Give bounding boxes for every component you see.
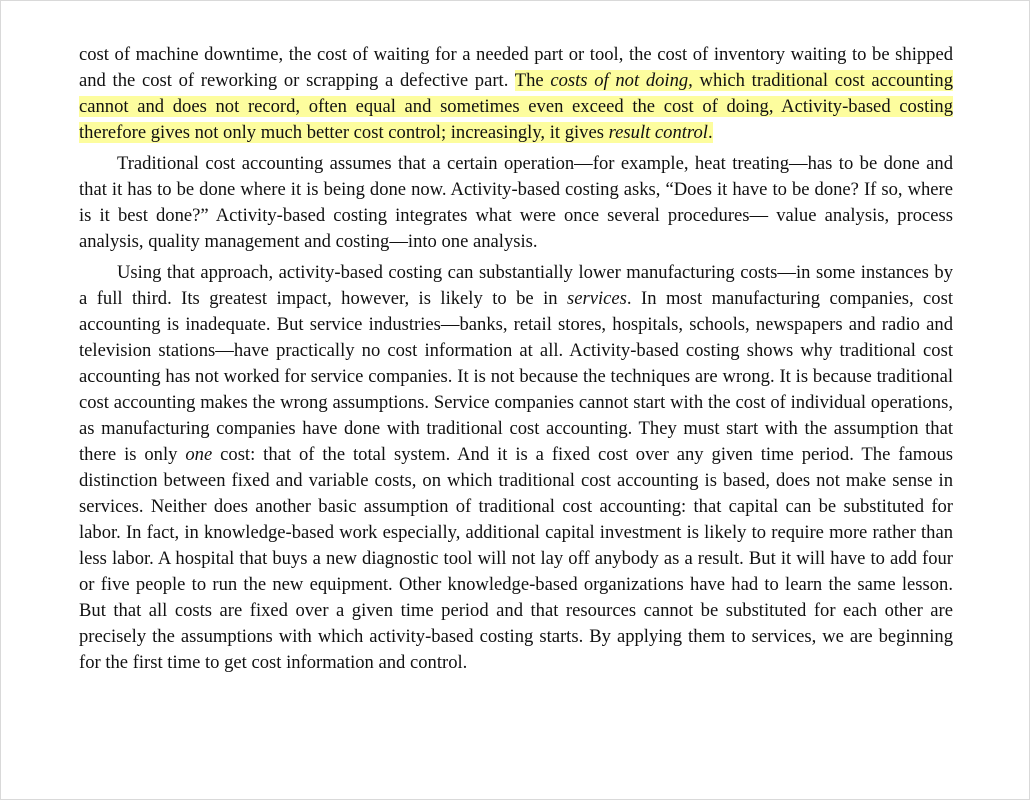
text-run: cost: that of the total system. And it is a fixed cost over any given time period. The famous distinction between fixed and variable costs, on which traditional cost accounting is based, does not make sense in services. Neither does another basic assumption of traditional cost accounting: that capital can be substituted for labor. In fact, in knowledge-based work especially, additional capital investment is likely to require more rather than less labor. A hospital that buys a new diagnostic tool will not lay off anybody as a result. But it will have to add four or five people to run the new equipment. Other knowledge-based organizations have had to learn the same lesson. But that all costs are fixed over a given time period and that resources cannot be substituted for each other are precisely the assumptions with which activity-based costing starts. By applying them to services, we are beginning for the first time to get cost information and control.: [79, 444, 953, 673]
paragraph-2: [79, 151, 953, 255]
paragraph-1: [79, 42, 953, 146]
highlighted-text: which traditional cost accounting cannot and does not record, often equal and sometimes even exceed the cost of doing, Activity-based costing therefore gives not only much better cost control; increasingly, it gives: [79, 70, 953, 143]
text-run: Using that approach, activity-based costing can substantially lower manufacturing costs—in some instances by a full third. Its greatest impact, however, is likely to be in: [79, 262, 953, 309]
italic-text: one: [185, 444, 213, 465]
text-run: Traditional cost accounting assumes that a certain operation—for example, heat treating—has to be done and that it has to be done where it is being done now. Activity-based costing asks, “Does it have to be done? If so, where is it best done?” Activity-based costing integrates what were once several procedures— value analysis, process analysis, quality management and costing—into one analysis.: [79, 153, 953, 252]
text-run: . In most manufacturing companies, cost accounting is inadequate. But service industries—banks, retail stores, hospitals, schools, newspapers and radio and television stations—have practically no cost information at all. Activity-based costing shows why traditional cost accounting has not worked for service companies. It is not because the techniques are wrong. It is because traditional cost accounting makes the wrong assumptions. Service companies cannot start with the cost of individual operations, as manufacturing companies have done with traditional cost accounting. They must start with the assumption that there is only: [79, 288, 954, 465]
highlighted-text: costs of not doing,: [550, 70, 693, 91]
paragraph-3: [79, 260, 953, 676]
document-body: [79, 42, 953, 676]
highlighted-text: The: [514, 70, 551, 91]
text-run: cost of machine downtime, the cost of waiting for a needed part or tool, the cost of inventory waiting to be shipped and the cost of reworking or scrapping a defective part.: [79, 44, 953, 91]
italic-text: services: [567, 288, 627, 309]
highlighted-text: result control: [608, 122, 708, 143]
highlighted-text: .: [707, 122, 713, 143]
